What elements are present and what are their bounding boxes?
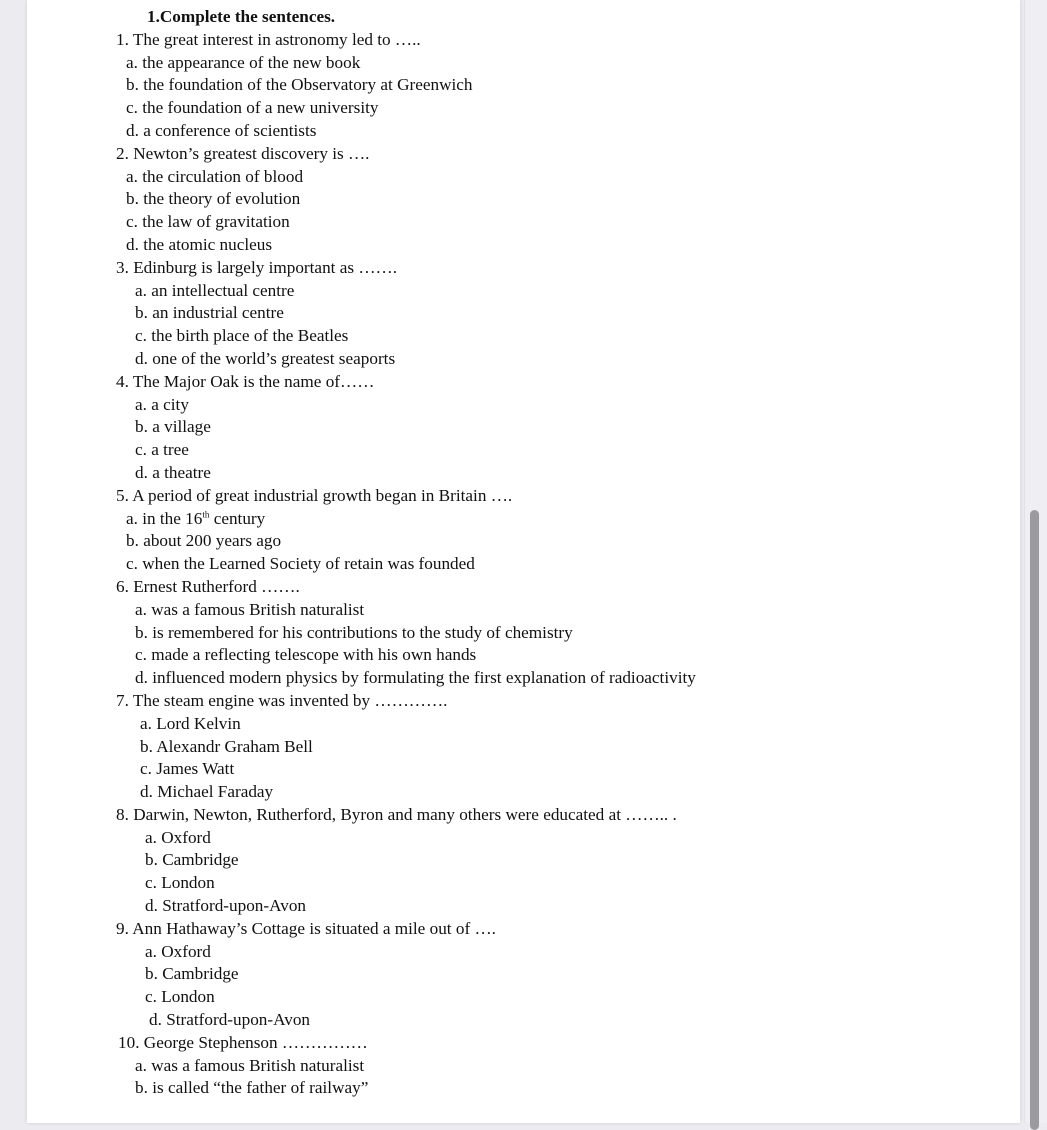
question-5: 5. A period of great industrial growth began in Britain ….: [116, 485, 513, 505]
option: c. the birth place of the Beatles: [135, 326, 349, 346]
option: [126, 508, 696, 531]
option: d. one of the world’s greatest seaports: [135, 348, 396, 368]
option: c. James Watt: [140, 759, 235, 779]
question-8: 8. Darwin, Newton, Rutherford, Byron and many others were educated at …….. .: [116, 804, 677, 824]
option: d. Stratford-upon-Avon: [145, 896, 307, 916]
option: a. was a famous British naturalist: [135, 1055, 365, 1075]
option: d. a conference of scientists: [126, 120, 317, 140]
option-text: a. in the 16: [126, 508, 203, 528]
option: b. is remembered for his contributions to the study of chemistry: [135, 622, 573, 642]
option: d. Stratford-upon-Avon: [149, 1010, 311, 1030]
option: b. an industrial centre: [135, 303, 284, 323]
question-2: 2. Newton’s greatest discovery is ….: [116, 143, 370, 163]
option: c. London: [145, 873, 215, 893]
question-10: 10. George Stephenson ……………: [118, 1032, 368, 1052]
option: c. London: [145, 987, 215, 1007]
option: c. when the Learned Society of retain was founded: [126, 554, 475, 574]
option: c. a tree: [135, 440, 189, 460]
option: b. Cambridge: [145, 964, 239, 984]
document-content: [27, 6, 696, 1100]
section-title: 1.Complete the sentences.: [147, 7, 336, 26]
option: d. Michael Faraday: [140, 782, 274, 802]
question-1: 1. The great interest in astronomy led to …..: [116, 29, 421, 49]
option: c. the law of gravitation: [126, 212, 290, 232]
option: a. an intellectual centre: [135, 280, 295, 300]
option: b. about 200 years ago: [126, 531, 282, 551]
option: a. the appearance of the new book: [126, 52, 361, 72]
superscript: th: [202, 508, 210, 519]
question-9: 9. Ann Hathaway’s Cottage is situated a mile out of ….: [116, 918, 496, 938]
option: a. Oxford: [145, 941, 211, 961]
option: c. the foundation of a new university: [126, 98, 379, 118]
question-7: 7. The steam engine was invented by ………….: [116, 690, 448, 710]
option: b. Alexandr Graham Bell: [140, 736, 313, 756]
question-4: 4. The Major Oak is the name of……: [116, 371, 375, 391]
question-6: 6. Ernest Rutherford …….: [116, 576, 300, 596]
option-text: century: [213, 508, 266, 528]
option: b. Cambridge: [145, 850, 239, 870]
option: a. Lord Kelvin: [140, 713, 241, 733]
option: c. made a reflecting telescope with his own hands: [135, 645, 477, 665]
option: b. the foundation of the Observatory at Greenwich: [126, 75, 473, 95]
document-page: [27, 0, 1020, 1123]
option: a. was a famous British naturalist: [135, 599, 365, 619]
option: d. the atomic nucleus: [126, 234, 273, 254]
option: a. a city: [135, 394, 189, 414]
option: d. a theatre: [135, 462, 211, 482]
option: a. the circulation of blood: [126, 166, 304, 186]
option: b. the theory of evolution: [126, 189, 301, 209]
question-3: 3. Edinburg is largely important as …….: [116, 257, 398, 277]
option: d. influenced modern physics by formulating the first explanation of radioactivity: [135, 668, 696, 688]
option: b. is called “the father of railway”: [135, 1078, 369, 1098]
scrollbar-thumb[interactable]: [1030, 510, 1039, 1130]
option: b. a village: [135, 417, 211, 437]
option: a. Oxford: [145, 827, 211, 847]
